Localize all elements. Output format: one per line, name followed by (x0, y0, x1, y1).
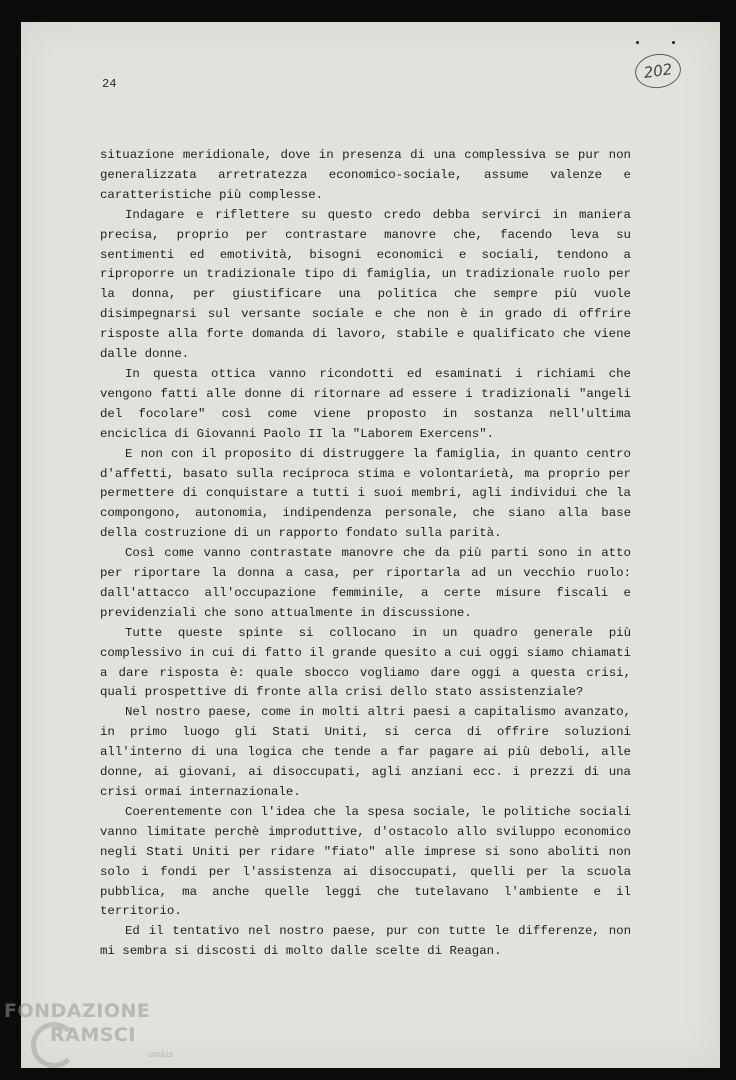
paragraph: Nel nostro paese, come in molti altri paesi a capitalismo avanzato, in primo luogo gli Stati Uniti, si cerca di offrire soluzioni all'interno di una logica che tende a far pagare ai più deboli, alle donne, ai giovani, ai disoccupati, agli anziani ecc. i prezzi di una crisi ormai internazionale. (100, 705, 631, 799)
paper-mark (636, 41, 639, 44)
paragraph: Indagare e riflettere su questo credo debba servirci in maniera precisa, proprio per contrastare manovre che, facendo leva su sentimenti ed emotività, bisogni economici e sociali, tendono a riproporre un tradizionale tipo di famiglia, un tradizionale ruolo per la donna, per giustificare una politica che sempre più vuole disimpegnarsi sul versante sociale e che non è in grado di offrire risposte alla forte domanda di lavoro, stabile e qualificato che viene dalle donne. (100, 207, 631, 362)
body-text (100, 146, 631, 962)
fondazione-gramsci-watermark (4, 1000, 204, 1080)
watermark-line2: RAMSCI (50, 1024, 136, 1046)
paragraph: Ed il tentativo nel nostro paese, pur con tutte le differenze, non mi sembra si discosti di molto dalle scelte di Reagan. (100, 924, 631, 959)
paragraph: E non con il proposito di distruggere la famiglia, in quanto centro d'affetti, basato sulla reciproca stima e volontarietà, ma proprio per permettere di conquistare a tutti i suoi membri, agli individui che la compongono, autonomia, indipendenza personale, che siano alla base della costruzione di un rapporto fondato sulla parità. (100, 446, 631, 541)
paragraph: Così come vanno contrastate manovre che da più parti sono in atto per riportare la donna a casa, per riportarla ad un vecchio ruolo: dall'attacco all'occupazione femminile, a certe misure fiscali e previdenziali che sono attualmente in discussione. (100, 546, 631, 620)
watermark-line1: FONDAZIONE (4, 1000, 151, 1022)
page-number: 24 (102, 77, 117, 91)
paragraph: Coerentemente con l'idea che la spesa sociale, le politiche sociali vanno limitate perchè improduttive, d'ostacolo allo sviluppo economico negli Stati Uniti per ridare "fiato" alle imprese si sono aboliti non solo i fondi per l'assistenza ai disoccupati, quelli per la scuola pubblica, ma anche quelle leggi che tutelavano l'ambiente e il territorio. (100, 804, 631, 919)
watermark-suffix: onlus (149, 1050, 174, 1060)
paragraph: Tutte queste spinte si collocano in un quadro generale più complessivo in cui di fatto il grande quesito a cui oggi siamo chiamati a dare risposta è: quale sbocco vogliamo dare oggi a questa crisi, quali prospettive di fronte alla crisi dello stato assistenziale? (100, 625, 631, 700)
archive-stamp: 202 (633, 51, 683, 91)
paragraph: situazione meridionale, dove in presenza di una complessiva se pur non generalizzata arretratezza economico-sociale, assume valenze e caratteristiche più complesse. (100, 148, 631, 202)
paragraph: In questa ottica vanno ricondotti ed esaminati i richiami che vengono fatti alle donne di ritornare ad essere i tradizionali "angeli del focolare" così come viene proposto in sostanza nell'ultima enciclica di Giovanni Paolo II la "Laborem Exercens". (100, 366, 631, 441)
document-page (21, 22, 720, 1068)
paper-mark (672, 41, 675, 44)
